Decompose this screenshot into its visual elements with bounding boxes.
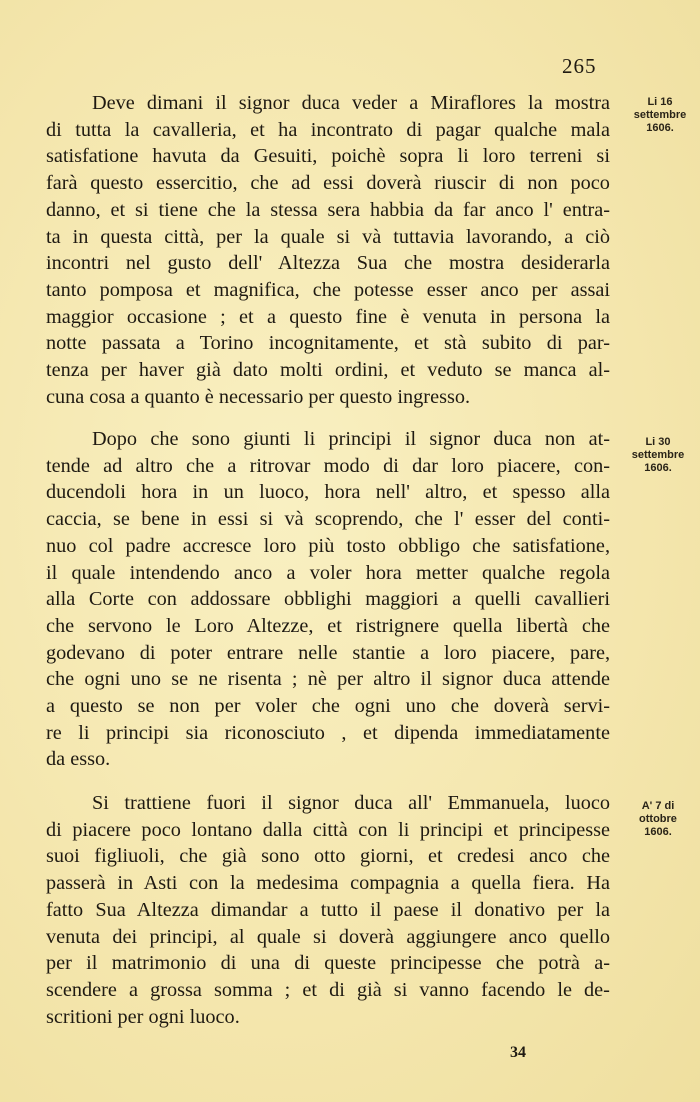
text-line: che ogni uno se ne risenta ; nè per altro il signor duca attende bbox=[46, 668, 610, 691]
text-line: fatto Sua Altezza dimandar a tutto il paese il donativo per la bbox=[46, 898, 611, 921]
text-line: alla Corte con addossare obblighi maggiori a quelli cavallieri bbox=[46, 588, 611, 611]
text-line: tenza per haver già dato molti ordini, et veduto se manca al- bbox=[46, 359, 611, 382]
margin-note-line: 1606. bbox=[646, 122, 674, 134]
margin-note-date-2 bbox=[618, 436, 698, 475]
text-line: cuna cosa a quanto è necessario per questo ingresso. bbox=[46, 385, 471, 408]
margin-note-line: Li 30 bbox=[645, 436, 671, 448]
text-line: nuo col padre accresce loro più tosto obbligo che satisfatione, bbox=[46, 534, 611, 557]
margin-note-date-1 bbox=[620, 96, 700, 135]
paragraph-2 bbox=[46, 426, 610, 773]
text-line: maggior occasione ; et a questo fine è venuta in persona la bbox=[46, 305, 611, 328]
text-line: a questo se non per voler che ogni uno che doverà servi- bbox=[46, 695, 610, 718]
text-line: caccia, se bene in essi si và scoprendo, che l' esser del conti- bbox=[46, 508, 610, 531]
text-line: Si trattiene fuori il signor duca all' Emmanuela, luoco bbox=[92, 792, 611, 814]
paragraph-3 bbox=[46, 790, 610, 1030]
text-line: per il matrimonio di una di queste principesse che potrà a- bbox=[46, 952, 610, 975]
text-line: da esso. bbox=[46, 748, 111, 771]
text-line: venuta dei principi, al quale si doverà aggiungere anco quello bbox=[46, 925, 611, 948]
text-line: tende ad altro che a ritrovar modo di dar loro piacere, con- bbox=[46, 454, 611, 477]
text-line: incontri nel gusto dell' Altezza Sua che mostra desiderarla bbox=[46, 252, 610, 275]
text-line: godevano di poter entrare nelle stantie a loro piacere, pare, bbox=[46, 641, 611, 664]
margin-note-line: 1606. bbox=[644, 826, 672, 838]
text-line: ducendoli hora in un luoco, hora nell' altro, et spesso alla bbox=[46, 481, 611, 504]
text-line: danno, et si tiene che la stessa sera habbia da far anco l' entra- bbox=[46, 198, 610, 221]
text-line: scritioni per ogni luoco. bbox=[46, 1005, 240, 1028]
margin-note-date-3 bbox=[618, 800, 698, 839]
margin-note-line: ottobre bbox=[639, 813, 677, 825]
margin-note-line: settembre bbox=[633, 109, 687, 121]
margin-note-line: 1606. bbox=[644, 462, 672, 474]
signature-mark: 34 bbox=[510, 1044, 526, 1061]
margin-note-line: A' 7 di bbox=[641, 800, 675, 812]
text-line: suoi figliuoli, che già sono otto giorni, et credesi anco che bbox=[46, 845, 611, 868]
text-line: satisfatione havuta da Gesuiti, poichè sopra li loro terreni si bbox=[46, 145, 610, 168]
text-line: Deve dimani il signor duca veder a Miraflores la mostra bbox=[92, 92, 611, 114]
page-number: 265 bbox=[562, 54, 597, 78]
paragraph-1 bbox=[46, 90, 610, 410]
text-line: re li principi sia riconosciuto , et dipenda immediatamente bbox=[46, 721, 610, 744]
margin-note-line: settembre bbox=[631, 449, 685, 461]
text-line: notte passata a Torino incognitamente, et stà subito di par- bbox=[46, 332, 611, 355]
text-line: farà questo essercitio, che ad essi doverà riuscir di non poco bbox=[46, 172, 610, 195]
text-line: passerà in Asti con la medesima compagnia a quella fiera. Ha bbox=[46, 872, 610, 895]
text-line: di tutta la cavalleria, et ha incontrato di pagar qualche mala bbox=[46, 118, 611, 141]
text-line: il quale intendendo anco a voler hora metter qualche regola bbox=[46, 561, 611, 584]
text-line: scendere a grossa somma ; et di già si vanno facendo le de- bbox=[46, 978, 610, 1001]
text-line: ta in questa città, per la quale si và tuttavia lavorando, a ciò bbox=[46, 225, 610, 248]
text-line: tanto pomposa et magnifica, che potesse esser anco per assai bbox=[46, 278, 611, 301]
text-line: che servono le Loro Altezze, et ristrignere quella libertà che bbox=[46, 614, 610, 637]
text-line: Dopo che sono giunti li principi il signor duca non at- bbox=[92, 428, 610, 450]
text-line: di piacere poco lontano dalla città con li principi et principesse bbox=[46, 818, 611, 841]
margin-note-line: Li 16 bbox=[647, 96, 673, 108]
